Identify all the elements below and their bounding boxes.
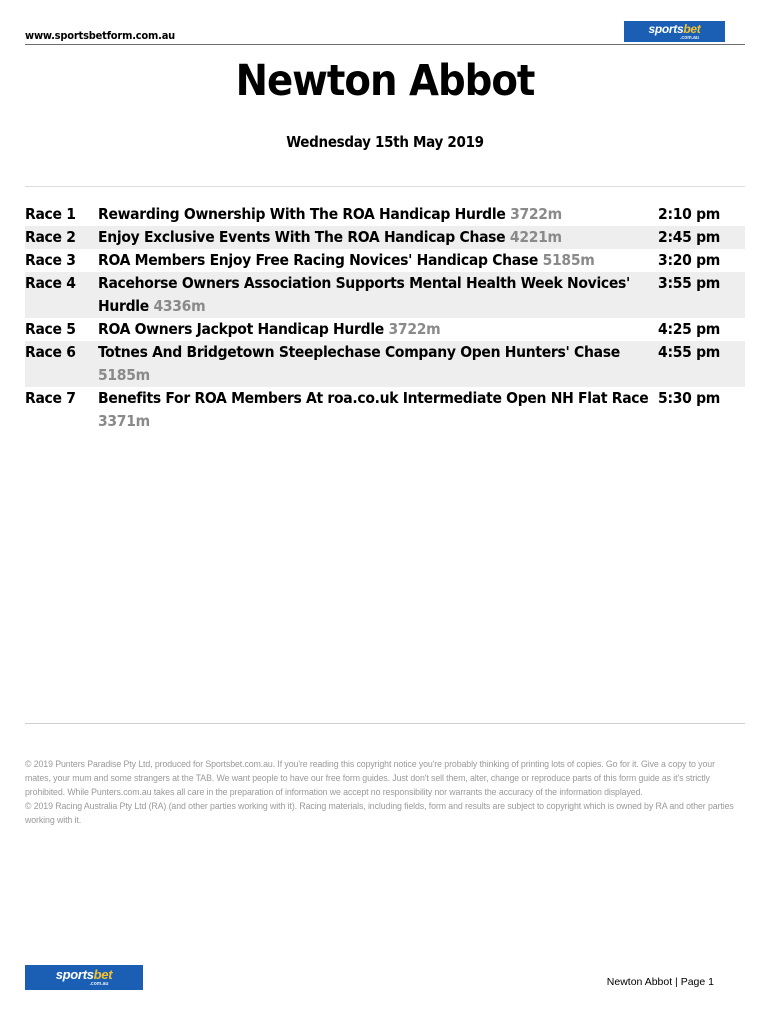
race-number: Race 3: [25, 251, 76, 269]
race-list: [25, 203, 745, 433]
race-row: [25, 203, 745, 226]
copyright-paragraph: © 2019 Racing Australia Pty Ltd (RA) (and other parties working with it). Racing materials, including fields, form and results are subject to copyright which is owned by RA and other parties working with it.: [25, 801, 734, 825]
logo-wordmark: sportsbet: [55, 967, 113, 982]
race-row: [25, 226, 745, 249]
race-distance: 4221m: [509, 228, 562, 246]
race-distance: 3371m: [98, 412, 150, 430]
meeting-date: Wednesday 15th May 2019: [286, 133, 484, 151]
race-row: [25, 272, 745, 318]
divider: [25, 723, 745, 724]
logo-domain: .com.au: [89, 981, 109, 987]
race-distance: 4336m: [153, 297, 206, 315]
race-number: Race 5: [25, 320, 76, 338]
race-time: 3:55 pm: [658, 274, 720, 292]
page-title: Newton Abbot: [235, 56, 535, 106]
race-name: Totnes And Bridgetown Steeplechase Company Open Hunters' Chase 5185m: [98, 343, 620, 384]
race-number: Race 7: [25, 389, 76, 407]
sportsbet-logo-top: [624, 21, 725, 42]
logo-wordmark: sportsbet: [648, 21, 701, 36]
race-time: 5:30 pm: [658, 389, 720, 407]
race-number: Race 6: [25, 343, 76, 361]
page-footer: Newton Abbot | Page 1: [606, 976, 714, 988]
race-time: 2:10 pm: [658, 205, 720, 223]
copyright-notice: [25, 757, 737, 827]
copyright-paragraph: © 2019 Punters Paradise Pty Ltd, produced for Sportsbet.com.au. If you're reading this copyright notice you're probably thinking of printing lots of copies. Go for it. Give a copy to your mates, your mum and some strangers at the TAB. We want people to have our free form guides. Just don't sell them, alter, change or reproduce parts of this form guide as it's strictly prohibited. While Punters.com.au takes all care in the preparation of information we accept no responsibility nor warrants the accuracy of the information displayed.: [25, 759, 715, 797]
header-rule: [25, 44, 745, 45]
race-name: Racehorse Owners Association Supports Mental Health Week Novices' Hurdle 4336m: [98, 274, 631, 315]
race-time: 2:45 pm: [658, 228, 720, 246]
race-time: 3:20 pm: [658, 251, 720, 269]
race-number: Race 1: [25, 205, 76, 223]
race-distance: 5185m: [98, 366, 150, 384]
race-name: Enjoy Exclusive Events With The ROA Handicap Chase 4221m: [98, 228, 562, 246]
sportsbet-logo-bottom: [25, 965, 143, 990]
race-row: [25, 249, 745, 272]
race-distance: 3722m: [388, 320, 441, 338]
race-name: Rewarding Ownership With The ROA Handicap Hurdle 3722m: [98, 205, 562, 223]
race-row: [25, 387, 745, 433]
race-time: 4:55 pm: [658, 343, 720, 361]
race-number: Race 2: [25, 228, 76, 246]
race-number: Race 4: [25, 274, 76, 292]
race-row: [25, 318, 745, 341]
race-distance: 3722m: [510, 205, 562, 223]
race-time: 4:25 pm: [658, 320, 720, 338]
race-distance: 5185m: [542, 251, 595, 269]
logo-domain: .com.au: [680, 34, 699, 41]
race-name: ROA Owners Jackpot Handicap Hurdle 3722m: [98, 320, 441, 338]
race-name: ROA Members Enjoy Free Racing Novices' Handicap Chase 5185m: [98, 251, 595, 269]
race-name: Benefits For ROA Members At roa.co.uk Intermediate Open NH Flat Race 3371m: [98, 389, 649, 430]
divider: [25, 186, 745, 187]
race-row: [25, 341, 745, 387]
site-url[interactable]: www.sportsbetform.com.au: [25, 29, 176, 42]
